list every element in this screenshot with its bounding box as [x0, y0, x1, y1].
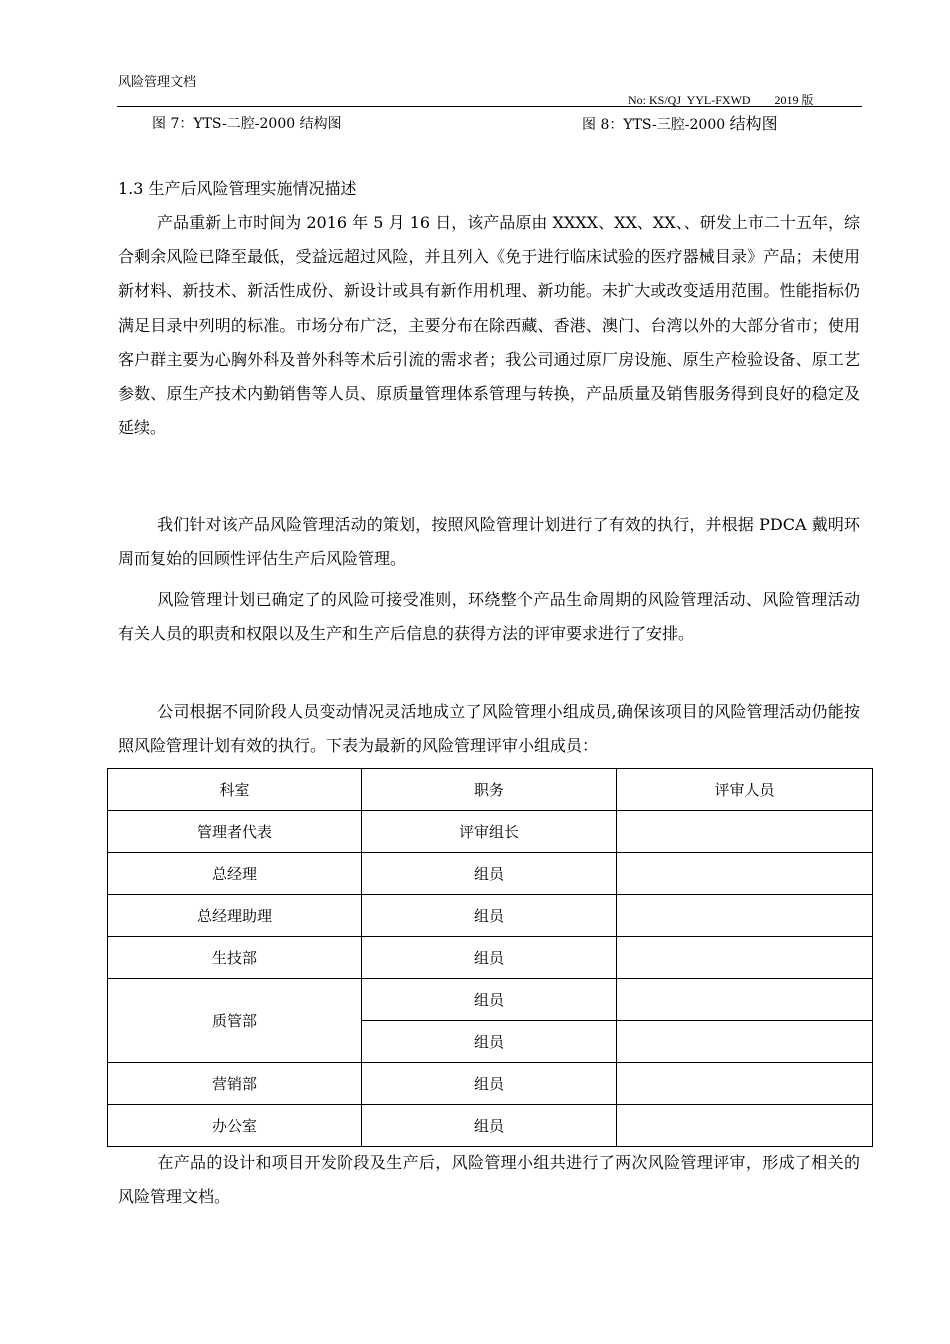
figure-8-caption-prefix: 图 8：YTS-三腔-2000	[582, 117, 730, 133]
paragraph-4	[118, 695, 860, 763]
role-cell: 组员	[362, 895, 617, 937]
reviewer-cell	[617, 1063, 873, 1105]
role-cell: 组员	[362, 1105, 617, 1147]
paragraph-5-text: 在产品的设计和项目开发阶段及生产后，风险管理小组共进行了两次风险管理评审，形成了相关的风险管理文档。	[118, 1153, 860, 1207]
figure-8-caption	[582, 111, 778, 134]
header-rule	[117, 106, 862, 107]
role-cell: 组员	[362, 1021, 617, 1063]
table-row	[108, 979, 873, 1021]
role-cell: 组员	[362, 937, 617, 979]
header-doc-title: 风险管理文档	[118, 75, 197, 90]
paragraph-5	[118, 1146, 860, 1214]
paragraph-4-text: 公司根据不同阶段人员变动情况灵活地成立了风险管理小组成员,确保该项目的风险管理活动仍能按照风险管理计划有效的执行。下表为最新的风险管理评审小组成员：	[118, 702, 860, 756]
paragraph-1-text: 产品重新上市时间为 2016 年 5 月 16 日，该产品原由 XXXX、XX、XX、、研发上市二十五年，综合剩余风险已降至最低，受益远超过风险，并且列入《免于进行临床试验的医疗器械目录》产品；未使用新材料、新技术、新活性成份、新设计或具有新作用机理、新功能。未扩大或改变适用范围。性能指标仍满足目录中列明的标准。市场分布广泛，主要分布在除西藏、香港、澳门、台湾以外的大部分省市；使用客户群主要为心胸外科及普外科等术后引流的需求者；我公司通过原厂房设施、原生产检验设备、原工艺参数、原生产技术内勤销售等人员、原质量管理体系管理与转换，产品质量及销售服务得到良好的稳定及延续。	[118, 213, 860, 438]
role-cell: 评审组长	[362, 811, 617, 853]
dept-cell-merged: 质管部	[108, 979, 362, 1063]
dept-cell: 总经理	[108, 853, 362, 895]
reviewer-cell	[617, 1021, 873, 1063]
paragraph-2-text: 我们针对该产品风险管理活动的策划，按照风险管理计划进行了有效的执行，并根据 PDCA 戴明环周而复始的回顾性评估生产后风险管理。	[118, 515, 860, 569]
reviewer-cell	[617, 937, 873, 979]
paragraph-2	[118, 508, 860, 576]
reviewer-cell	[617, 1105, 873, 1147]
table-row	[108, 1105, 873, 1147]
role-cell: 组员	[362, 853, 617, 895]
review-team-table	[107, 768, 873, 1147]
reviewer-cell	[617, 895, 873, 937]
dept-cell: 生技部	[108, 937, 362, 979]
table-header-row	[108, 769, 873, 811]
reviewer-cell	[617, 811, 873, 853]
paragraph-1	[118, 206, 860, 445]
paragraph-3	[118, 583, 860, 651]
reviewer-cell	[617, 979, 873, 1021]
header-doc-number: No: KS/QJ YYL-FXWD 2019 版	[628, 93, 814, 107]
dept-cell: 总经理助理	[108, 895, 362, 937]
paragraph-3-text: 风险管理计划已确定了的风险可接受准则，环绕整个产品生命周期的风险管理活动、风险管理活动有关人员的职责和权限以及生产和生产后信息的获得方法的评审要求进行了安排。	[118, 590, 860, 644]
table-row	[108, 895, 873, 937]
dept-cell: 办公室	[108, 1105, 362, 1147]
table-row	[108, 1063, 873, 1105]
figure-7-caption: 图 7：YTS-二腔-2000 结构图	[152, 116, 342, 132]
role-cell: 组员	[362, 1063, 617, 1105]
dept-cell: 营销部	[108, 1063, 362, 1105]
role-cell: 组员	[362, 979, 617, 1021]
table-row	[108, 853, 873, 895]
section-heading: 1.3 生产后风险管理实施情况描述	[118, 179, 357, 198]
table-row	[108, 937, 873, 979]
header-cell-dept: 科室	[108, 769, 362, 811]
reviewer-cell	[617, 853, 873, 895]
dept-cell: 管理者代表	[108, 811, 362, 853]
figure-8-caption-suffix: 结构图	[729, 114, 778, 133]
table-row	[108, 811, 873, 853]
header-cell-reviewer: 评审人员	[617, 769, 873, 811]
header-cell-role: 职务	[362, 769, 617, 811]
